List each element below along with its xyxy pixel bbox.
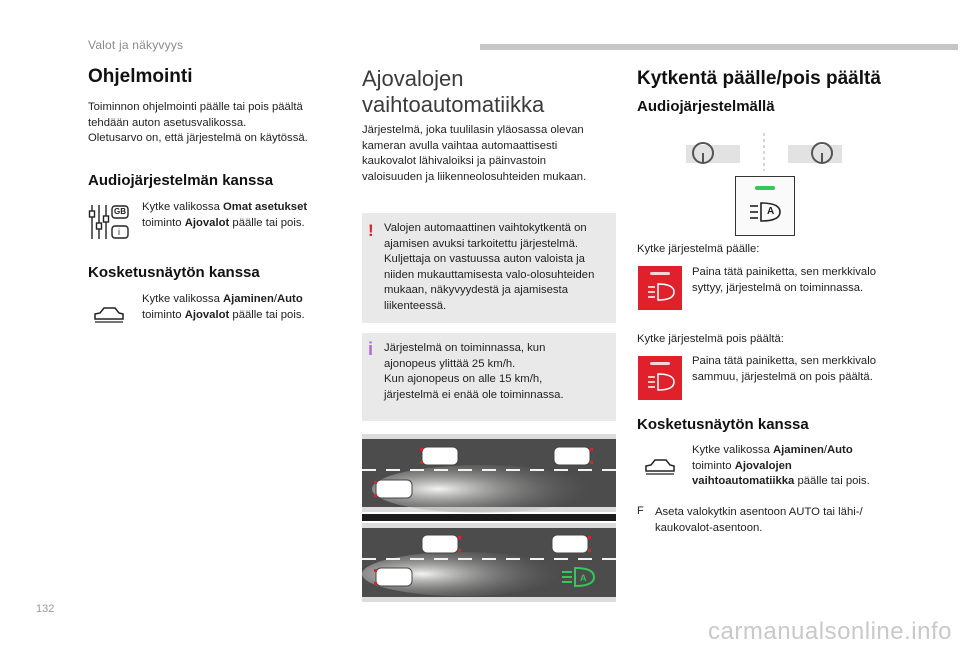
function-name: Ajovalot (184, 216, 230, 229)
programming-title: Ohjelmointi (88, 66, 193, 87)
auto-beam-symbol-icon (647, 373, 675, 391)
warning-line: ajamisen avuksi tarkoitettu järjestelmä. (384, 237, 579, 250)
bullet-instruction (637, 505, 927, 536)
info-line: ajonopeus ylittää 25 km/h. (384, 357, 516, 370)
info-line: järjestelmä ei enää ole toiminnassa. (384, 388, 564, 401)
function-name: vaihtoautomatiikka (692, 475, 795, 487)
text: päälle tai pois. (229, 216, 305, 229)
auto-beam-title (362, 66, 544, 118)
on-description (692, 265, 912, 296)
desc-line: sammuu, järjestelmä on pois päältä. (692, 370, 873, 383)
touchscreen-heading: Kosketusnäytön kanssa (88, 264, 260, 281)
led-on-indicator (650, 272, 670, 275)
warning-icon: ! (368, 221, 374, 240)
audio-heading: Audiojärjestelmän kanssa (88, 172, 274, 189)
body-line: kaukovalot lähivaloiksi ja päinvastoin (362, 155, 546, 167)
text: päälle tai pois. (794, 475, 870, 487)
car-icon (643, 456, 677, 478)
auto-beam-symbol-icon (748, 201, 782, 223)
intro-line: tehdään auton asetusvalikossa. (88, 116, 247, 129)
warning-text (384, 221, 608, 314)
touchscreen-instructions-2 (692, 443, 912, 490)
text: päälle tai pois. (229, 308, 305, 321)
title-line: Ajovalojen (362, 66, 464, 91)
desc-line: Paina tätä painiketta, sen merkkivalo (692, 266, 876, 278)
gb-label: GB (114, 207, 126, 216)
on-button-icon[interactable] (638, 266, 682, 310)
car-icon (92, 304, 126, 326)
settings-sliders-icon (88, 203, 130, 241)
auto-beam-button-diagram (735, 176, 795, 236)
text: toiminto (142, 216, 185, 229)
text: / (823, 444, 827, 456)
bullet-marker: F (637, 505, 644, 517)
i-label: i (118, 227, 120, 237)
info-icon: i (368, 339, 374, 359)
warning-line: liikenteessä. (384, 299, 447, 312)
steering-wheel-diagram (686, 133, 842, 171)
auto-beam-description (362, 123, 612, 185)
off-button-icon[interactable] (638, 356, 682, 400)
menu-name: Auto (827, 444, 853, 456)
text: Kytke valikossa (692, 444, 773, 456)
warning-notice (362, 213, 616, 323)
menu-name: Omat asetukset (223, 201, 308, 213)
body-line: kameran avulla vaihtaa automaattisesti (362, 139, 558, 152)
text: toiminto (142, 308, 185, 321)
warning-line: Kuljettaja on vastuussa auton valoista ja (384, 253, 585, 265)
page-number: 132 (36, 603, 55, 615)
body-line: Järjestelmä, joka tuulilasin yläosassa olevan (362, 124, 584, 136)
header-divider (480, 44, 958, 50)
menu-name: Ajaminen (773, 444, 824, 456)
touchscreen-instructions (142, 292, 342, 323)
bullet-line: kaukovalot-asentoon. (655, 521, 763, 534)
text: Kytke valikossa (142, 293, 223, 305)
warning-line: Valojen automaattinen vaihtokytkentä on (384, 222, 587, 234)
section-title: Valot ja näkyvyys (88, 38, 184, 52)
info-text (384, 341, 608, 403)
info-line: Järjestelmä on toiminnassa, kun (384, 342, 546, 354)
bullet-line: Aseta valokytkin asentoon AUTO tai lähi-/ (655, 506, 863, 518)
body-line: valoisuuden ja liikenneolosuhteiden mukaan. (362, 170, 587, 183)
text: / (273, 293, 277, 305)
text: Kytke valikossa (142, 201, 223, 213)
text: toiminto (692, 459, 735, 472)
led-off-indicator (650, 362, 670, 365)
off-label: Kytke järjestelmä pois päältä: (637, 333, 784, 345)
intro-line: Toiminnon ohjelmointi päälle tai pois päältä (88, 101, 303, 113)
info-line: Kun ajonopeus on alle 15 km/h, (384, 373, 543, 385)
info-notice (362, 333, 616, 421)
intro-line: Oletusarvo on, että järjestelmä on käytössä. (88, 132, 308, 144)
function-name: Ajovalot (184, 308, 230, 321)
auto-beam-symbol-icon (647, 283, 675, 301)
desc-line: Paina tätä painiketta, sen merkkivalo (692, 355, 876, 367)
title-line: vaihtoautomatiikka (362, 92, 545, 117)
touchscreen-heading-2: Kosketusnäytön kanssa (637, 416, 809, 433)
on-label: Kytke järjestelmä päälle: (637, 243, 760, 255)
off-description (692, 354, 912, 385)
audio-instructions (142, 200, 342, 231)
warning-line: niiden mukauttamisesta valo-olosuhteiden (384, 268, 595, 281)
menu-name: Auto (277, 293, 303, 305)
function-name: Ajovalojen (734, 459, 792, 472)
warning-line: mukaan, näkyvyydestä ja ajamisesta (384, 284, 568, 296)
menu-name: Ajaminen (223, 293, 274, 305)
green-led-indicator (755, 186, 775, 190)
on-off-title: Kytkentä päälle/pois päältä (637, 68, 881, 89)
desc-line: syttyy, järjestelmä on toiminnassa. (692, 281, 864, 294)
audio-system-heading: Audiojärjestelmällä (637, 98, 775, 115)
svg-text:A: A (580, 573, 587, 583)
auto-letter: A (767, 206, 775, 217)
road-illustration (362, 434, 616, 602)
watermark: carmanualsonline.info (708, 618, 952, 645)
programming-intro (88, 100, 338, 147)
